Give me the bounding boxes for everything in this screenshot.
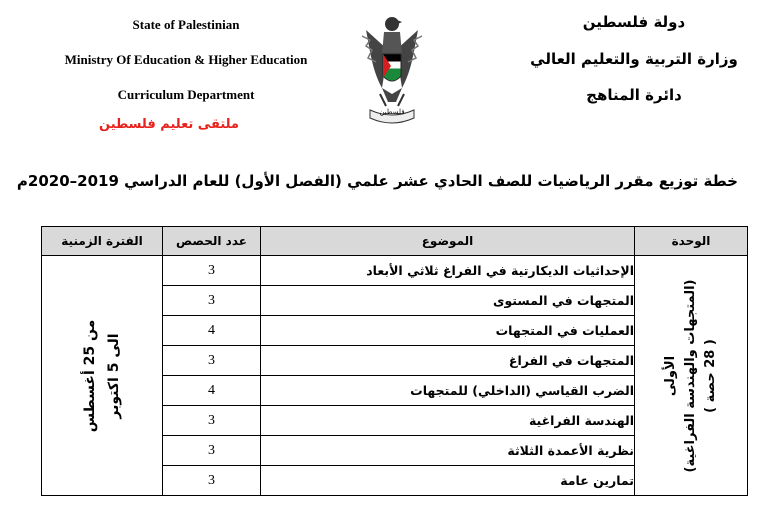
period-cell (42, 256, 163, 496)
count-cell: 3 (163, 286, 261, 316)
column-header-period: الفترة الزمنية (42, 227, 163, 256)
unit-label (661, 279, 721, 472)
topic-cell: العمليات في المتجهات (261, 316, 635, 346)
topic-cell: الإحداثيات الديكارتية في الفراغ ثلاثي الأبعاد (261, 256, 635, 286)
unit-name: الأولى (663, 355, 678, 396)
period-start: من 25 أغسطس (82, 319, 98, 432)
count-cell: 4 (163, 316, 261, 346)
topic-cell: المتجهات في المستوى (261, 286, 635, 316)
unit-hours: ( 28 حصة ) (703, 338, 718, 413)
topic-cell: نظرية الأعمدة الثلاثة (261, 436, 635, 466)
topic-cell: الضرب القياسي (الداخلي) للمتجهات (261, 376, 635, 406)
header-state-en: State of Palestinian (132, 17, 240, 32)
period-label (78, 319, 126, 432)
table-header-row (42, 227, 748, 256)
count-cell: 3 (163, 406, 261, 436)
period-end: الى 5 اكتوبر (106, 332, 122, 419)
count-cell: 3 (163, 346, 261, 376)
table-row (42, 256, 748, 286)
column-header-count: عدد الحصص (163, 227, 261, 256)
forum-label: ملتقى تعليم فلسطين (99, 117, 239, 132)
header-ministry-en: Ministry Of Education & Higher Education (64, 52, 308, 67)
count-cell: 4 (163, 376, 261, 406)
unit-cell (635, 256, 748, 496)
header-ministry-ar: وزارة التربية والتعليم العالي (530, 50, 738, 68)
count-cell: 3 (163, 436, 261, 466)
topic-cell: الهندسة الفراغية (261, 406, 635, 436)
header-state-ar: دولة فلسطين (582, 13, 686, 31)
header-department-en: Curriculum Department (117, 87, 255, 102)
count-cell: 3 (163, 256, 261, 286)
emblem-caption: فلسطين (379, 108, 405, 116)
column-header-topic: الموضوع (261, 227, 635, 256)
count-cell: 3 (163, 466, 261, 496)
plan-table (41, 226, 748, 496)
header-department-ar: دائرة المناهج (586, 86, 682, 104)
unit-title: (المتجهات والهندسة الفراغية) (683, 279, 698, 472)
document-title: خطة توزيع مقرر الرياضيات للصف الحادي عشر علمي (الفصل الأول) للعام الدراسي 2019–2020م (16, 172, 738, 190)
column-header-unit: الوحدة (635, 227, 748, 256)
topic-cell: المتجهات في الفراغ (261, 346, 635, 376)
topic-cell: تمارين عامة (261, 466, 635, 496)
